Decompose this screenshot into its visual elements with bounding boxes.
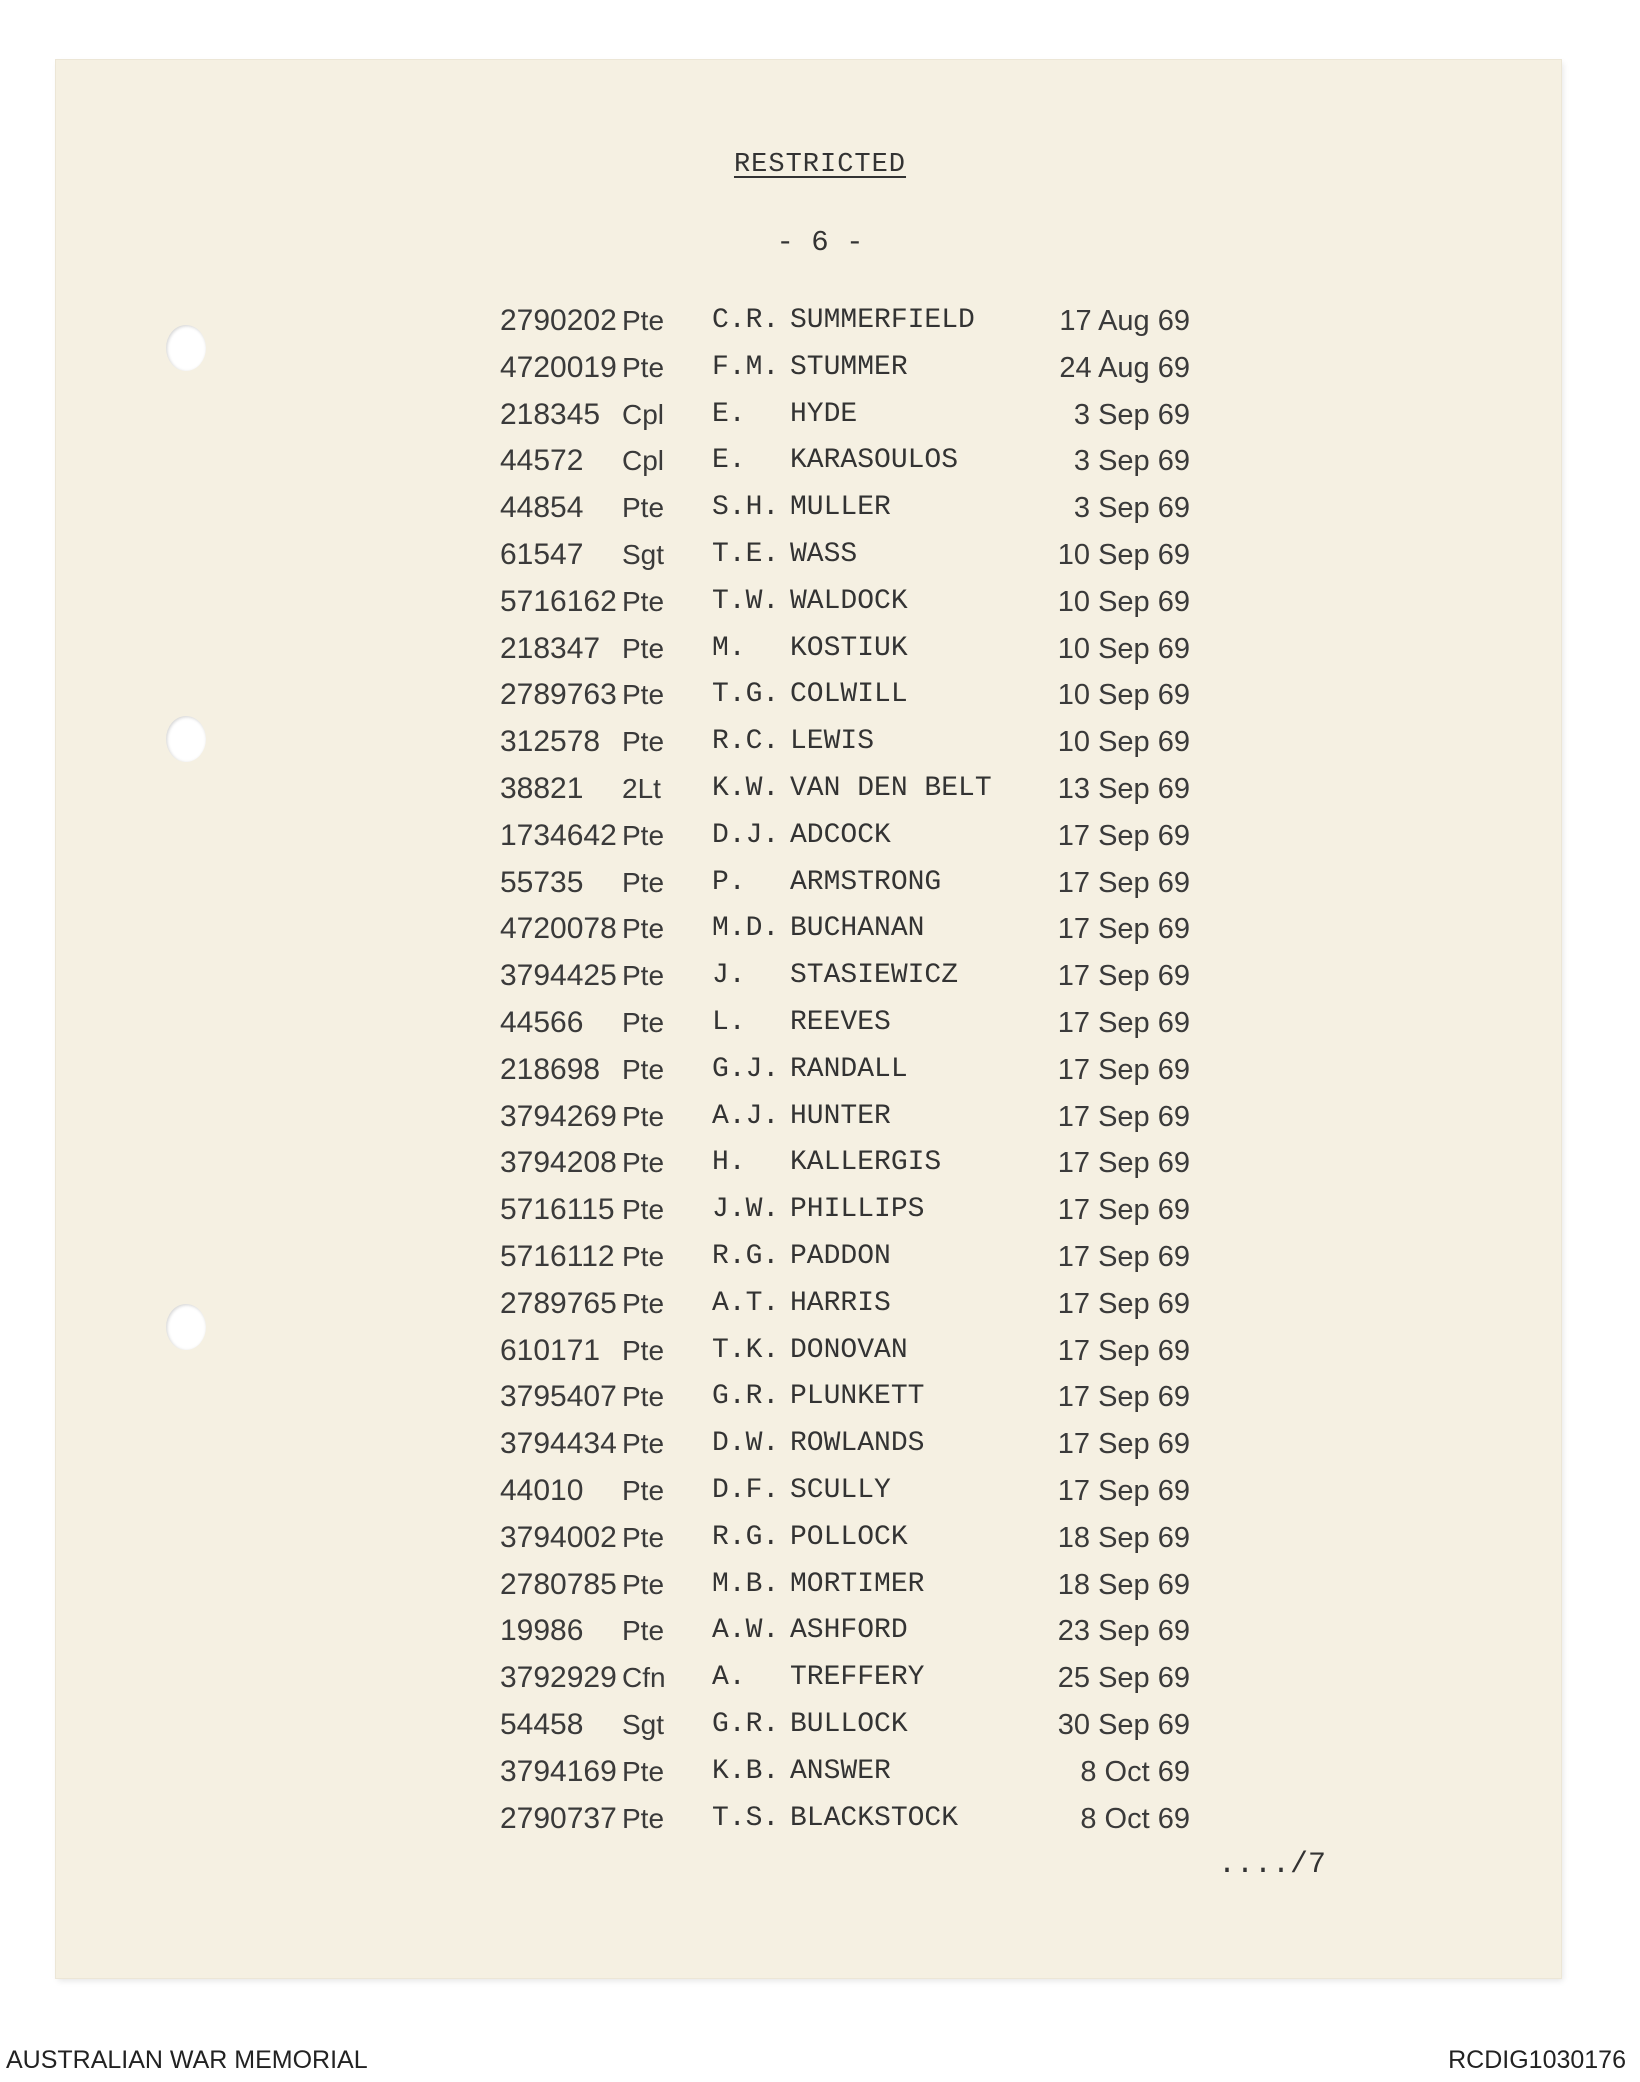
initials: P. (712, 866, 746, 898)
personnel-row (490, 813, 1190, 860)
surname: PADDON (790, 1240, 891, 1272)
rank: Pte (622, 1802, 665, 1834)
date: 30 Sep 69 (1057, 1708, 1190, 1741)
personnel-row (490, 1702, 1190, 1749)
initials: R.G. (712, 1240, 780, 1272)
punch-hole (166, 1304, 206, 1350)
date: 24 Aug 69 (1059, 351, 1190, 384)
surname: KOSTIUK (790, 632, 908, 664)
service-number: 218345 (500, 397, 601, 431)
service-number: 3792929 (500, 1661, 617, 1695)
personnel-row (490, 626, 1190, 673)
rank: Pte (622, 1755, 665, 1787)
service-number: 44572 (500, 444, 584, 478)
surname: MULLER (790, 492, 891, 524)
personnel-row (490, 1655, 1190, 1702)
surname: ARMSTRONG (790, 866, 942, 898)
service-number: 5716162 (500, 584, 617, 618)
date: 17 Sep 69 (1057, 1474, 1190, 1507)
initials: T.G. (712, 679, 780, 711)
service-number: 44566 (500, 1005, 584, 1039)
initials: E. (712, 445, 746, 477)
personnel-row (490, 298, 1190, 345)
personnel-row (490, 1608, 1190, 1655)
date: 17 Sep 69 (1057, 1100, 1190, 1133)
surname: ASHFORD (790, 1615, 908, 1647)
rank: Pte (622, 819, 665, 851)
initials: T.S. (712, 1802, 780, 1834)
service-number: 610171 (500, 1333, 601, 1367)
surname: DONOVAN (790, 1334, 908, 1366)
rank: Pte (622, 1194, 665, 1226)
service-number: 5716112 (500, 1239, 615, 1273)
initials: R.G. (712, 1521, 780, 1553)
service-number: 2790202 (500, 304, 617, 337)
rank: 2Lt (622, 772, 661, 804)
service-number: 55735 (500, 865, 584, 899)
surname: ANSWER (790, 1755, 891, 1787)
date: 17 Sep 69 (1057, 1381, 1190, 1414)
date: 8 Oct 69 (1080, 1802, 1190, 1835)
rank: Pte (622, 1568, 665, 1600)
date: 17 Aug 69 (1059, 305, 1190, 337)
surname: HYDE (790, 398, 858, 430)
personnel-row (490, 953, 1190, 1000)
service-number: 54458 (500, 1707, 584, 1741)
surname: KALLERGIS (790, 1147, 942, 1179)
initials: G.R. (712, 1708, 780, 1740)
surname: BUCHANAN (790, 913, 925, 945)
date: 17 Sep 69 (1057, 866, 1190, 899)
date: 17 Sep 69 (1057, 1147, 1190, 1180)
personnel-row (490, 1374, 1190, 1421)
personnel-row (490, 766, 1190, 813)
initials: D.J. (712, 819, 780, 851)
service-number: 3794169 (500, 1754, 617, 1788)
service-number: 19986 (500, 1614, 584, 1648)
archive-credit: AUSTRALIAN WAR MEMORIAL (6, 2046, 368, 2074)
service-number: 44010 (500, 1473, 584, 1507)
personnel-row (490, 1281, 1190, 1328)
surname: POLLOCK (790, 1521, 908, 1553)
rank: Pte (622, 679, 665, 711)
rank: Pte (622, 1100, 665, 1132)
rank: Pte (622, 632, 665, 664)
service-number: 1734642 (500, 818, 617, 852)
surname: PHILLIPS (790, 1194, 925, 1226)
rank: Pte (622, 305, 665, 336)
personnel-row (490, 672, 1190, 719)
page-number: - 6 - (776, 226, 864, 259)
service-number: 3794269 (500, 1099, 617, 1133)
personnel-row (490, 1749, 1190, 1796)
date: 25 Sep 69 (1057, 1662, 1190, 1695)
surname: BLACKSTOCK (790, 1802, 959, 1834)
date: 3 Sep 69 (1073, 492, 1190, 525)
rank: Pte (622, 1240, 665, 1272)
surname: SCULLY (790, 1474, 891, 1506)
rank: Pte (622, 1287, 665, 1319)
date: 10 Sep 69 (1057, 538, 1190, 571)
initials: E. (712, 398, 746, 430)
service-number: 5716115 (500, 1193, 615, 1227)
date: 10 Sep 69 (1057, 726, 1190, 759)
date: 10 Sep 69 (1057, 679, 1190, 712)
service-number: 2789763 (500, 678, 617, 712)
personnel-row (490, 719, 1190, 766)
surname: LEWIS (790, 726, 875, 758)
date: 17 Sep 69 (1057, 960, 1190, 993)
service-number: 38821 (500, 771, 584, 805)
surname: ADCOCK (790, 819, 891, 851)
classification-heading: RESTRICTED (733, 150, 907, 180)
personnel-row (490, 1562, 1190, 1609)
initials: A. (712, 1662, 746, 1694)
rank: Pte (622, 726, 665, 758)
service-number: 44854 (500, 491, 584, 525)
rank: Pte (622, 1428, 665, 1460)
rank: Pte (622, 960, 665, 992)
rank: Sgt (622, 538, 665, 570)
rank: Pte (622, 1006, 665, 1038)
initials: M. (712, 632, 746, 664)
service-number: 3794208 (500, 1146, 617, 1180)
rank: Pte (622, 1053, 665, 1085)
personnel-row (490, 1468, 1190, 1515)
surname: SUMMERFIELD (790, 305, 975, 336)
personnel-row (490, 579, 1190, 626)
date: 8 Oct 69 (1080, 1755, 1190, 1788)
date: 17 Sep 69 (1057, 913, 1190, 946)
date: 10 Sep 69 (1057, 632, 1190, 665)
personnel-row (490, 392, 1190, 439)
date: 17 Sep 69 (1057, 1194, 1190, 1227)
rank: Pte (622, 1615, 665, 1647)
service-number: 3794002 (500, 1520, 617, 1554)
surname: ROWLANDS (790, 1428, 925, 1460)
surname: VAN DEN BELT (790, 772, 992, 804)
punch-hole (166, 325, 206, 371)
date: 17 Sep 69 (1057, 819, 1190, 852)
rank: Pte (622, 1334, 665, 1366)
rank: Pte (622, 1474, 665, 1506)
surname: BULLOCK (790, 1708, 908, 1740)
surname: MORTIMER (790, 1568, 925, 1600)
rank: Pte (622, 1147, 665, 1179)
initials: T.E. (712, 538, 780, 570)
initials: J.W. (712, 1194, 780, 1226)
personnel-row (490, 485, 1190, 532)
initials: T.K. (712, 1334, 780, 1366)
personnel-row (490, 1234, 1190, 1281)
personnel-row (490, 1140, 1190, 1187)
service-number: 61547 (500, 537, 584, 571)
service-number: 4720019 (500, 350, 617, 384)
surname: COLWILL (790, 679, 908, 711)
initials: K.B. (712, 1755, 780, 1787)
rank: Pte (622, 351, 665, 383)
date: 17 Sep 69 (1057, 1053, 1190, 1086)
initials: C.R. (712, 305, 780, 336)
personnel-row (490, 345, 1190, 392)
initials: H. (712, 1147, 746, 1179)
service-number: 3794434 (500, 1427, 617, 1461)
personnel-row (490, 1328, 1190, 1375)
initials: S.H. (712, 492, 780, 524)
rank: Pte (622, 585, 665, 617)
initials: G.J. (712, 1053, 780, 1085)
date: 23 Sep 69 (1057, 1615, 1190, 1648)
service-number: 218698 (500, 1052, 601, 1086)
personnel-row (490, 1187, 1190, 1234)
personnel-row (490, 1421, 1190, 1468)
initials: J. (712, 960, 746, 992)
archive-reference: RCDIG1030176 (1448, 2046, 1626, 2074)
date: 17 Sep 69 (1057, 1287, 1190, 1320)
surname: HUNTER (790, 1100, 891, 1132)
rank: Pte (622, 913, 665, 945)
service-number: 2790737 (500, 1801, 617, 1835)
date: 18 Sep 69 (1057, 1521, 1190, 1554)
date: 3 Sep 69 (1073, 398, 1190, 431)
punch-hole (166, 716, 206, 762)
service-number: 3794425 (500, 959, 617, 993)
personnel-row (490, 1047, 1190, 1094)
date: 17 Sep 69 (1057, 1006, 1190, 1039)
surname: WASS (790, 538, 858, 570)
continuation-marker: ..../7 (1218, 1848, 1327, 1882)
service-number: 2780785 (500, 1567, 617, 1601)
service-number: 3795407 (500, 1380, 617, 1414)
date: 3 Sep 69 (1073, 445, 1190, 478)
date: 17 Sep 69 (1057, 1334, 1190, 1367)
surname: STUMMER (790, 351, 908, 383)
service-number: 218347 (500, 631, 601, 665)
rank: Sgt (622, 1708, 665, 1740)
initials: A.W. (712, 1615, 780, 1647)
rank: Pte (622, 492, 665, 524)
service-number: 2789765 (500, 1286, 617, 1320)
initials: D.W. (712, 1428, 780, 1460)
surname: TREFFERY (790, 1662, 925, 1694)
personnel-row (490, 532, 1190, 579)
personnel-row (490, 1094, 1190, 1141)
initials: M.D. (712, 913, 780, 945)
initials: K.W. (712, 772, 780, 804)
surname: REEVES (790, 1006, 891, 1038)
initials: F.M. (712, 351, 780, 383)
surname: HARRIS (790, 1287, 891, 1319)
rank: Cfn (622, 1662, 666, 1694)
surname: PLUNKETT (790, 1381, 925, 1413)
rank: Cpl (622, 445, 665, 477)
initials: L. (712, 1006, 746, 1038)
rank: Cpl (622, 398, 665, 430)
rank: Pte (622, 866, 665, 898)
date: 13 Sep 69 (1057, 772, 1190, 805)
service-number: 312578 (500, 725, 601, 759)
surname: RANDALL (790, 1053, 908, 1085)
initials: T.W. (712, 585, 780, 617)
service-number: 4720078 (500, 912, 617, 946)
personnel-row (490, 1000, 1190, 1047)
date: 18 Sep 69 (1057, 1568, 1190, 1601)
initials: R.C. (712, 726, 780, 758)
personnel-row (490, 906, 1190, 953)
rank: Pte (622, 1381, 665, 1413)
personnel-list (490, 298, 1190, 1842)
personnel-row (490, 1515, 1190, 1562)
initials: M.B. (712, 1568, 780, 1600)
surname: WALDOCK (790, 585, 908, 617)
date: 17 Sep 69 (1057, 1428, 1190, 1461)
initials: G.R. (712, 1381, 780, 1413)
surname: STASIEWICZ (790, 960, 959, 992)
personnel-row (490, 860, 1190, 907)
initials: A.T. (712, 1287, 780, 1319)
personnel-row (490, 1796, 1190, 1843)
date: 17 Sep 69 (1057, 1240, 1190, 1273)
rank: Pte (622, 1521, 665, 1553)
date: 10 Sep 69 (1057, 585, 1190, 618)
surname: KARASOULOS (790, 445, 959, 477)
initials: D.F. (712, 1474, 780, 1506)
personnel-row (490, 438, 1190, 485)
initials: A.J. (712, 1100, 780, 1132)
